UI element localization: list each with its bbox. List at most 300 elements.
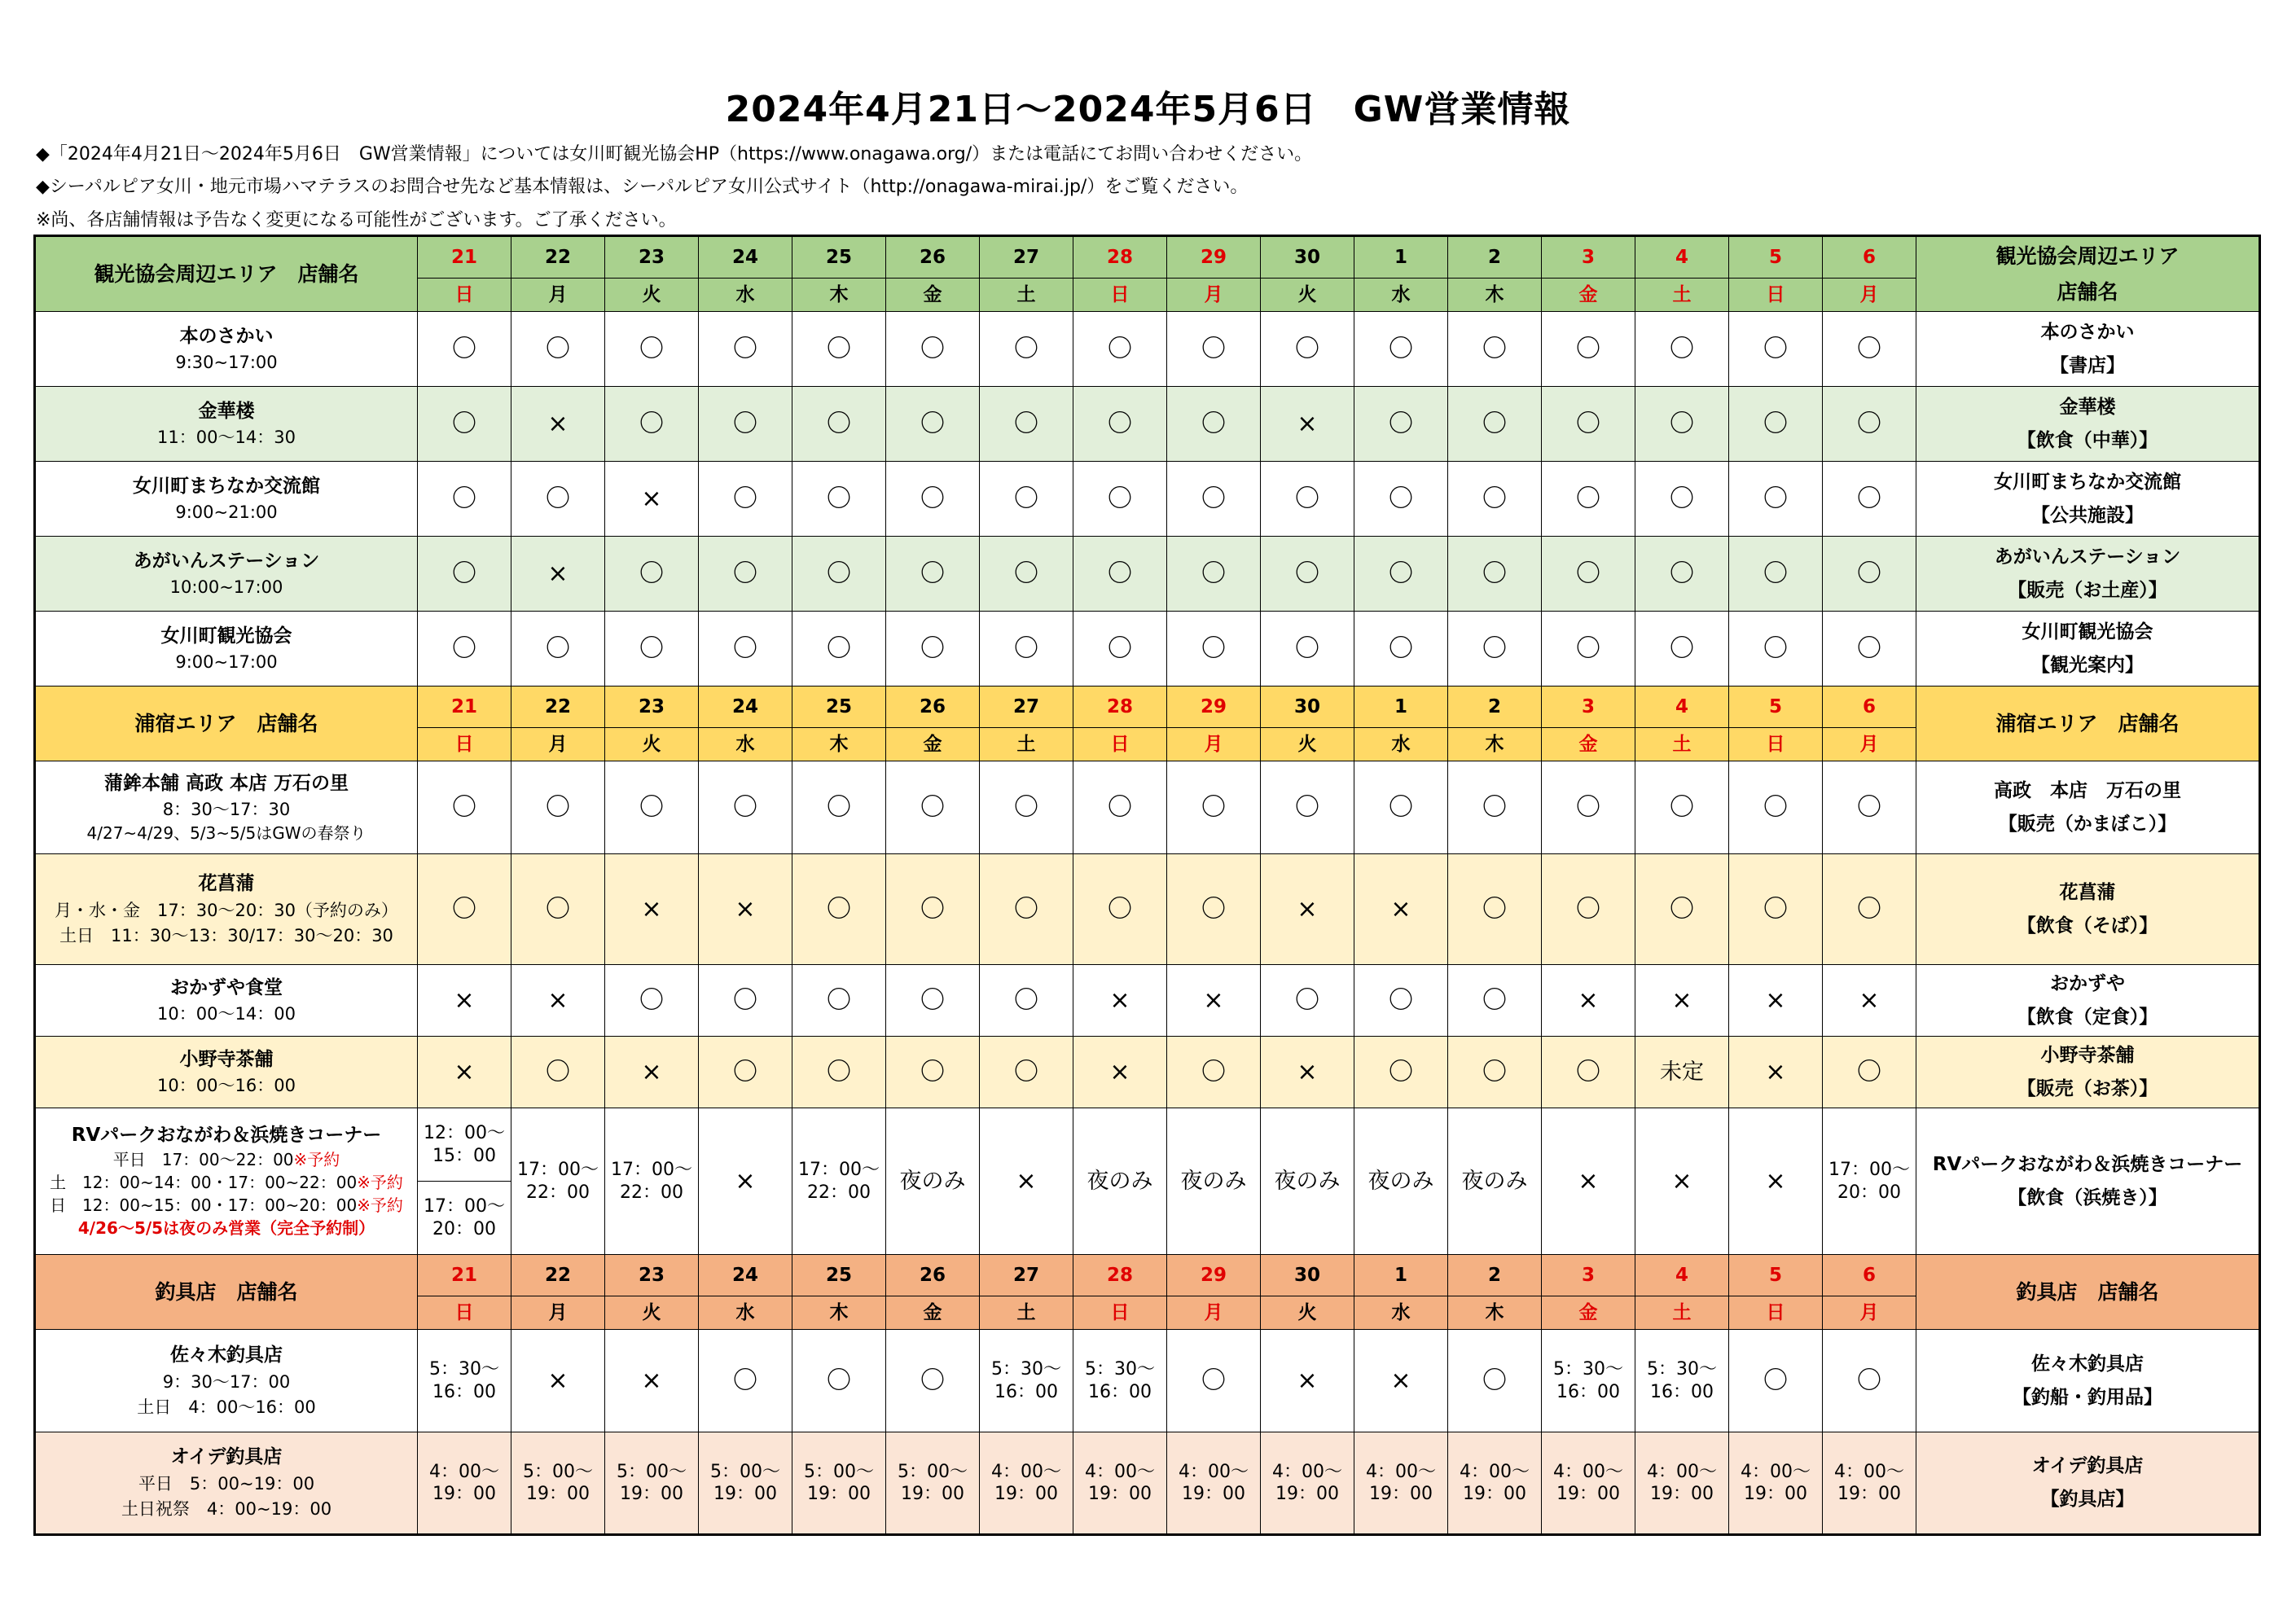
status-cell: 夜のみ (1354, 1108, 1448, 1255)
status-cell: 夜のみ (886, 1108, 980, 1255)
shop-category: 【飲食（定食）】 (2017, 1006, 2158, 1028)
shop-row (35, 1330, 2260, 1432)
shop-short-name: 花菖蒲 (2059, 881, 2116, 903)
status-cell: 〇 (1729, 761, 1823, 854)
schedule-table (33, 235, 2261, 1536)
status-time-open: 5：30～ (1085, 1359, 1155, 1380)
shop-short-name: オイデ釣具店 (2031, 1455, 2144, 1477)
status-cell (1448, 1432, 1542, 1535)
note-line-1: ◆「2024年4月21日～2024年5月6日 GW営業情報」については女川町観光協会HP（https://www.onagawa.org/）または電話にてお問い合わせください。 (36, 144, 1313, 164)
shop-category-cell (1916, 312, 2260, 387)
header-weekday: 水 (699, 728, 792, 761)
status-cell: 〇 (605, 387, 699, 462)
header-day-23: 23 (605, 236, 699, 279)
section-header-row (35, 236, 2260, 279)
shop-short-name: 女川町まちなか交流館 (1994, 471, 2181, 493)
shop-category: 【飲食（中華）】 (2017, 429, 2158, 451)
status-cell: 〇 (1167, 387, 1261, 462)
status-cell: 〇 (1448, 462, 1542, 537)
status-cell: × (1354, 854, 1448, 965)
rv-reservation-note: ※予約 (357, 1195, 403, 1215)
status-cell: 未定 (1635, 1037, 1729, 1108)
status-cell: 〇 (1823, 1330, 1916, 1432)
shop-hours: 9:30~17:00 (175, 353, 278, 373)
status-cell: 〇 (605, 965, 699, 1037)
section-header-right (1916, 686, 2260, 761)
header-weekday: 火 (1261, 728, 1354, 761)
status-cell: 〇 (1635, 612, 1729, 686)
status-cell: 〇 (1635, 761, 1729, 854)
header-weekday: 土 (1635, 279, 1729, 312)
status-cell: 〇 (980, 965, 1073, 1037)
status-cell: 〇 (886, 537, 980, 612)
header-weekday: 土 (980, 728, 1073, 761)
header-day-4: 4 (1635, 236, 1729, 279)
header-day-6: 6 (1823, 1255, 1916, 1296)
status-cell: × (980, 1108, 1073, 1255)
status-cell: 〇 (1448, 854, 1542, 965)
status-cell: 〇 (511, 761, 605, 854)
status-time-open: 12：00～ (424, 1123, 505, 1143)
status-time-close: 19：00 (1837, 1484, 1901, 1504)
shop-name: あがいんステーション (133, 550, 320, 572)
header-weekday: 日 (1073, 728, 1167, 761)
status-cell: × (1354, 1330, 1448, 1432)
shop-name: 花菖蒲 (198, 872, 255, 894)
status-cell: 〇 (980, 612, 1073, 686)
header-weekday: 木 (792, 279, 886, 312)
status-time-close: 19：00 (620, 1484, 683, 1504)
status-cell: 〇 (792, 312, 886, 387)
status-time-close: 16：00 (1650, 1381, 1714, 1402)
status-cell: 〇 (418, 854, 511, 965)
status-cell: 〇 (1542, 1037, 1635, 1108)
status-time-open: 17：00～ (611, 1160, 692, 1180)
status-cell: 〇 (1167, 612, 1261, 686)
header-weekday: 金 (1542, 1296, 1635, 1330)
header-weekday: 木 (1448, 728, 1542, 761)
status-cell: 〇 (418, 387, 511, 462)
header-day-27: 27 (980, 1255, 1073, 1296)
status-cell: × (605, 462, 699, 537)
status-time-close: 22：00 (526, 1182, 590, 1203)
status-time-close: 19：00 (526, 1484, 590, 1504)
shop-category: 【書店】 (2050, 354, 2125, 376)
shop-hours: 10：00～16：00 (157, 1076, 296, 1096)
header-day-22: 22 (511, 236, 605, 279)
section-header-left: 浦宿エリア 店舗名 (35, 686, 418, 761)
shop-short-name: あがいんステーション (1994, 546, 2181, 568)
status-cell: 〇 (1073, 462, 1167, 537)
header-weekday: 月 (1823, 728, 1916, 761)
header-weekday: 水 (699, 1296, 792, 1330)
status-cell: 〇 (1635, 854, 1729, 965)
shop-row (35, 1037, 2260, 1108)
status-cell: 〇 (886, 612, 980, 686)
status-cell: 〇 (1073, 312, 1167, 387)
header-weekday: 金 (1542, 279, 1635, 312)
shop-category: 【飲食（そば）】 (2017, 915, 2158, 937)
status-cell: 〇 (418, 612, 511, 686)
status-cell: 〇 (1167, 537, 1261, 612)
shop-category-cell (1916, 1037, 2260, 1108)
status-cell: 〇 (699, 1037, 792, 1108)
status-cell: × (418, 1037, 511, 1108)
status-cell: 〇 (1823, 612, 1916, 686)
shop-name: 本のさかい (179, 325, 274, 347)
status-time-close: 16：00 (1556, 1381, 1620, 1402)
header-day-24: 24 (699, 236, 792, 279)
status-time-open: 4：00～ (1834, 1461, 1904, 1482)
header-weekday: 月 (1823, 1296, 1916, 1330)
status-cell: 〇 (699, 462, 792, 537)
shop-row (35, 965, 2260, 1037)
shop-name: 女川町観光協会 (160, 625, 292, 647)
header-weekday: 日 (418, 728, 511, 761)
header-weekday: 月 (511, 279, 605, 312)
status-cell (1729, 1432, 1823, 1535)
shop-name: 佐々木釣具店 (170, 1344, 283, 1366)
status-time-open: 5：00～ (898, 1461, 968, 1482)
status-cell: 〇 (1354, 965, 1448, 1037)
header-day-21: 21 (418, 236, 511, 279)
status-time-close: 19：00 (1275, 1484, 1339, 1504)
status-cell: 〇 (1073, 612, 1167, 686)
status-cell: 〇 (1729, 312, 1823, 387)
status-cell: 〇 (1354, 312, 1448, 387)
shop-name-cell (35, 854, 418, 965)
status-cell: 〇 (792, 612, 886, 686)
header-weekday: 火 (1261, 279, 1354, 312)
header-day-2: 2 (1448, 686, 1542, 728)
header-weekday: 月 (1167, 1296, 1261, 1330)
status-cell (1073, 1330, 1167, 1432)
status-cell: 〇 (1729, 537, 1823, 612)
shop-category: 【販売（お土産）】 (2008, 579, 2167, 601)
status-cell: 夜のみ (1261, 1108, 1354, 1255)
header-weekday: 日 (1729, 1296, 1823, 1330)
header-day-22: 22 (511, 1255, 605, 1296)
shop-category-cell (1916, 537, 2260, 612)
shop-category: 【販売（かまぼこ）】 (1998, 813, 2177, 835)
status-cell: 夜のみ (1448, 1108, 1542, 1255)
header-day-5: 5 (1729, 236, 1823, 279)
status-cell: 〇 (886, 854, 980, 965)
shop-hours: 土日 4：00～16：00 (137, 1397, 316, 1417)
header-weekday: 水 (1354, 728, 1448, 761)
status-cell: 〇 (1542, 761, 1635, 854)
header-day-3: 3 (1542, 1255, 1635, 1296)
shop-category-cell (1916, 387, 2260, 462)
status-cell: 〇 (1448, 387, 1542, 462)
status-cell: 〇 (1729, 612, 1823, 686)
rv-hours-line (36, 1173, 417, 1193)
section-header-left: 観光協会周辺エリア 店舗名 (35, 236, 418, 312)
header-weekday: 木 (1448, 1296, 1542, 1330)
header-day-21: 21 (418, 1255, 511, 1296)
status-cell: × (699, 1108, 792, 1255)
status-cell: 〇 (1823, 1037, 1916, 1108)
shop-row (35, 612, 2260, 686)
shop-short-name: RVパークおながわ＆浜焼きコーナー (1932, 1153, 2243, 1175)
status-time-close: 22：00 (620, 1182, 683, 1203)
status-cell: 〇 (886, 1037, 980, 1108)
status-cell: 〇 (699, 761, 792, 854)
status-cell: 〇 (1167, 854, 1261, 965)
rv-hours-line (36, 1195, 417, 1216)
status-cell: × (605, 1330, 699, 1432)
shop-row (35, 462, 2260, 537)
header-day-4: 4 (1635, 686, 1729, 728)
status-cell (792, 1108, 886, 1255)
shop-row (35, 854, 2260, 965)
status-cell (1167, 1432, 1261, 1535)
header-weekday: 火 (1261, 1296, 1354, 1330)
status-cell: 〇 (1448, 965, 1542, 1037)
shop-category-cell (1916, 1108, 2260, 1255)
shop-hours: 土日 11：30～13：30/17：30～20：30 (59, 925, 393, 945)
status-cell: × (1542, 965, 1635, 1037)
shop-hours: 11：00～14：30 (157, 428, 296, 448)
status-cell (418, 1432, 511, 1535)
status-cell: × (511, 1330, 605, 1432)
status-time-open: 4：00～ (1553, 1461, 1623, 1482)
status-cell: 〇 (1823, 761, 1916, 854)
header-day-23: 23 (605, 1255, 699, 1296)
status-cell (1635, 1432, 1729, 1535)
header-weekday: 土 (1635, 1296, 1729, 1330)
status-time-open: 4：00～ (1647, 1461, 1717, 1482)
status-cell: × (511, 537, 605, 612)
status-time-open: 17：00～ (1828, 1160, 1910, 1180)
shop-row (35, 537, 2260, 612)
rv-reservation-note: ※予約 (357, 1172, 403, 1192)
status-time-close: 19：00 (901, 1484, 964, 1504)
shop-name-cell (35, 1330, 418, 1432)
shop-row (35, 312, 2260, 387)
header-day-30: 30 (1261, 686, 1354, 728)
status-cell: 〇 (605, 312, 699, 387)
status-time-open: 4：00～ (429, 1461, 499, 1482)
header-day-23: 23 (605, 686, 699, 728)
shop-category-cell (1916, 854, 2260, 965)
status-cell: 〇 (1635, 312, 1729, 387)
shop-name-cell (35, 612, 418, 686)
status-cell: 〇 (980, 462, 1073, 537)
status-cell: 〇 (511, 612, 605, 686)
header-weekday: 月 (511, 1296, 605, 1330)
status-cell: 〇 (1167, 1330, 1261, 1432)
status-cell (699, 1432, 792, 1535)
rv-reservation-note: ※予約 (293, 1149, 340, 1169)
shop-name: 蒲鉾本舗 高政 本店 万石の里 (103, 772, 349, 794)
status-cell (1261, 1432, 1354, 1535)
status-cell: 〇 (1261, 537, 1354, 612)
status-cell: × (605, 1037, 699, 1108)
status-cell: 〇 (886, 312, 980, 387)
status-time-open: 4：00～ (1460, 1461, 1530, 1482)
status-cell: 〇 (511, 312, 605, 387)
shop-hours: 9：30～17：00 (162, 1371, 291, 1392)
status-cell (605, 1108, 699, 1255)
shop-name-cell (35, 387, 418, 462)
status-time-open: 5：30～ (1647, 1359, 1717, 1380)
status-cell (980, 1432, 1073, 1535)
header-weekday: 日 (1073, 1296, 1167, 1330)
header-day-6: 6 (1823, 236, 1916, 279)
header-day-3: 3 (1542, 686, 1635, 728)
status-cell (1073, 1432, 1167, 1535)
rv-hours-text: 日 12：00~15：00・17：00~20：00 (50, 1195, 358, 1215)
status-cell: 〇 (418, 462, 511, 537)
header-day-26: 26 (886, 236, 980, 279)
status-cell: 〇 (1448, 1330, 1542, 1432)
shop-hours: 土日祝祭 4：00~19：00 (121, 1499, 332, 1520)
status-time-close: 16：00 (994, 1381, 1058, 1402)
note-line-3: ※尚、各店舗情報は予告なく変更になる可能性がございます。ご了承ください。 (36, 210, 677, 230)
status-cell (1542, 1330, 1635, 1432)
status-time-close: 19：00 (432, 1484, 496, 1504)
header-day-6: 6 (1823, 686, 1916, 728)
status-cell: 〇 (1448, 1037, 1542, 1108)
shop-short-name: 本のさかい (2040, 321, 2135, 343)
shop-category: 【釣船・釣用品】 (2013, 1386, 2162, 1408)
status-cell: 〇 (1354, 537, 1448, 612)
status-cell: 〇 (418, 537, 511, 612)
header-weekday: 月 (1167, 728, 1261, 761)
rv-hours-text: 平日 17：00～22：00 (112, 1149, 294, 1169)
shop-name-cell (35, 965, 418, 1037)
header-weekday: 木 (1448, 279, 1542, 312)
shop-name: 小野寺茶舗 (179, 1048, 274, 1070)
status-cell: 〇 (1261, 312, 1354, 387)
header-weekday: 土 (980, 1296, 1073, 1330)
header-day-1: 1 (1354, 686, 1448, 728)
shop-name-cell (35, 312, 418, 387)
status-cell: 〇 (699, 387, 792, 462)
shop-category-cell (1916, 1432, 2260, 1535)
status-cell: × (1729, 965, 1823, 1037)
status-cell: × (1729, 1108, 1823, 1255)
status-cell: 〇 (605, 537, 699, 612)
status-cell (511, 1108, 605, 1255)
status-cell: 〇 (699, 312, 792, 387)
status-cell: × (1073, 965, 1167, 1037)
shop-category-cell (1916, 1330, 2260, 1432)
header-weekday: 月 (1167, 279, 1261, 312)
status-cell: 〇 (418, 312, 511, 387)
status-cell: 〇 (1167, 1037, 1261, 1108)
status-cell: × (1635, 1108, 1729, 1255)
header-day-27: 27 (980, 236, 1073, 279)
header-day-30: 30 (1261, 1255, 1354, 1296)
status-time-close: 15：00 (432, 1145, 496, 1166)
status-cell: 〇 (605, 612, 699, 686)
header-weekday: 金 (886, 728, 980, 761)
header-day-26: 26 (886, 1255, 980, 1296)
header-weekday: 日 (1073, 279, 1167, 312)
header-weekday: 月 (511, 728, 605, 761)
rv-special-note: 4/26～5/5は夜のみ営業（完全予約制） (77, 1217, 375, 1238)
shop-category: 【公共施設】 (2031, 504, 2144, 526)
status-time-open: 4：00～ (1272, 1461, 1342, 1482)
status-cell: × (1635, 965, 1729, 1037)
status-cell (1354, 1432, 1448, 1535)
status-cell: 〇 (1823, 462, 1916, 537)
status-cell (1635, 1330, 1729, 1432)
header-day-26: 26 (886, 686, 980, 728)
shop-hours: 月・水・金 17：30～20：30（予約のみ） (55, 900, 398, 920)
status-time-open: 5：00～ (523, 1461, 593, 1482)
shop-category-cell (1916, 462, 2260, 537)
status-cell: 〇 (1542, 612, 1635, 686)
header-day-25: 25 (792, 236, 886, 279)
status-time-close: 20：00 (432, 1218, 496, 1239)
status-cell: 〇 (792, 854, 886, 965)
header-day-28: 28 (1073, 1255, 1167, 1296)
status-time-open: 17：00～ (424, 1196, 505, 1217)
status-cell: 〇 (792, 1037, 886, 1108)
status-cell: 夜のみ (1167, 1108, 1261, 1255)
section-header-row (35, 686, 2260, 728)
status-time-open: 5：30～ (991, 1359, 1061, 1380)
status-time-open: 5：00～ (710, 1461, 780, 1482)
status-cell (605, 1432, 699, 1535)
shop-hours: 9:00~21:00 (175, 502, 278, 523)
status-time-close: 19：00 (1744, 1484, 1807, 1504)
header-day-1: 1 (1354, 1255, 1448, 1296)
status-time-close: 19：00 (1556, 1484, 1620, 1504)
status-time-open: 5：00～ (617, 1461, 687, 1482)
status-time-close: 22：00 (807, 1182, 871, 1203)
header-weekday: 木 (792, 728, 886, 761)
status-cell: 〇 (792, 761, 886, 854)
header-weekday: 日 (1729, 728, 1823, 761)
header-right-line: 浦宿エリア 店舗名 (1995, 711, 2180, 735)
shop-short-name: 高政 本店 万石の里 (1994, 779, 2181, 801)
header-weekday: 金 (1542, 728, 1635, 761)
note-line-2: ◆シーパルピア女川・地元市場ハマテラスのお問合せ先など基本情報は、シーパルピア女川公式サイト（http://onagawa-mirai.jp/）をご覧ください。 (36, 177, 1249, 197)
shop-category-cell (1916, 761, 2260, 854)
status-cell: 〇 (886, 965, 980, 1037)
status-cell: × (1542, 1108, 1635, 1255)
status-cell: 〇 (1261, 761, 1354, 854)
shop-name-cell (35, 1432, 418, 1535)
header-weekday: 金 (886, 279, 980, 312)
status-cell (886, 1432, 980, 1535)
shop-short-name: 金華楼 (2059, 396, 2116, 418)
status-cell: × (511, 965, 605, 1037)
header-weekday: 火 (605, 1296, 699, 1330)
status-cell: 〇 (1542, 312, 1635, 387)
status-time-close: 16：00 (432, 1381, 496, 1402)
shop-short-name: 佐々木釣具店 (2031, 1353, 2144, 1375)
header-day-25: 25 (792, 686, 886, 728)
status-time-open: 4：00～ (1741, 1461, 1811, 1482)
rv-hours-line (36, 1150, 417, 1170)
status-cell: 〇 (1073, 387, 1167, 462)
status-time-close: 16：00 (1088, 1381, 1152, 1402)
header-day-30: 30 (1261, 236, 1354, 279)
status-cell: × (1261, 1037, 1354, 1108)
status-cell: 〇 (1448, 312, 1542, 387)
rv-row-top (35, 1108, 2260, 1182)
status-cell: 〇 (886, 1330, 980, 1432)
shop-row (35, 761, 2260, 854)
section-header-row (35, 1255, 2260, 1296)
status-cell: 〇 (1823, 537, 1916, 612)
status-cell: 〇 (1073, 854, 1167, 965)
